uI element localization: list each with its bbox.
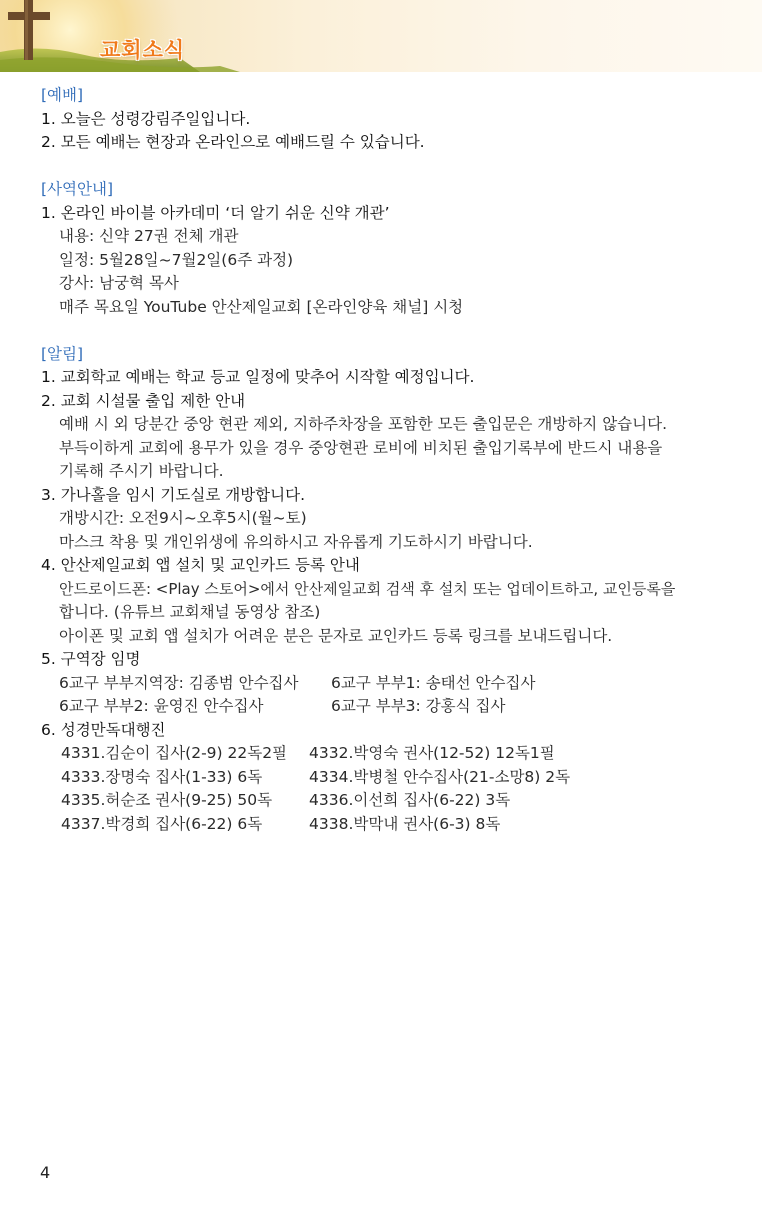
detail-line: 아이폰 및 교회 앱 설치가 어려운 분은 문자로 교인카드 등록 링크를 보내드립니다.: [59, 626, 613, 645]
reading-entry: 4338.박막내 권사(6-3) 8독: [309, 814, 501, 833]
reading-row: [41, 813, 741, 837]
appointment-entry: 6교구 부부2: 윤영진 안수집사: [59, 697, 264, 715]
reading-row: [41, 742, 741, 766]
reading-row: [41, 789, 741, 813]
reading-entry: 4337.박경희 집사(6-22) 6독: [61, 814, 263, 833]
detail-line: 매주 목요일 YouTube 안산제일교회 [온라인양육 채널] 시청: [59, 297, 464, 316]
list-item: 4. 안산제일교회 앱 설치 및 교인카드 등록 안내: [41, 556, 360, 574]
detail-line: 내용: 신약 27권 전체 개관: [59, 227, 239, 245]
reading-entry: 4333.장명숙 집사(1-33) 6독: [61, 767, 263, 786]
detail-line: 기록해 주시기 바랍니다.: [59, 462, 224, 480]
list-item: 1. 온라인 바이블 아카데미 ‘더 알기 쉬운 신약 개관’: [41, 203, 390, 222]
reading-row: [41, 766, 741, 790]
appointment-row: [41, 672, 741, 696]
detail-line: 부득이하게 교회에 용무가 있을 경우 중앙현관 로비에 비치된 출입기록부에 반드시 내용을: [59, 438, 663, 457]
detail-line: 일정: 5월28일~7월2일(6주 과정): [59, 250, 294, 269]
detail-line: 개방시간: 오전9시~오후5시(월~토): [59, 509, 307, 527]
reading-entry: 4335.허순조 권사(9-25) 50독: [61, 791, 273, 809]
appointment-entry: 6교구 부부지역장: 김종범 안수집사: [59, 673, 299, 692]
appointment-entry: 6교구 부부1: 송태선 안수집사: [331, 673, 536, 692]
reading-entry: 4336.이선희 집사(6-22) 3독: [309, 791, 511, 809]
reading-entry: 4331.김순이 집사(2-9) 22독2필: [61, 744, 288, 762]
section-heading-ministry: [사역안내]: [41, 180, 113, 198]
detail-line: 마스크 착용 및 개인위생에 유의하시고 자유롭게 기도하시기 바랍니다.: [59, 532, 533, 551]
appointment-entry: 6교구 부부3: 강홍식 집사: [331, 697, 506, 715]
list-item: 1. 교회학교 예배는 학교 등교 일정에 맞추어 시작할 예정입니다.: [41, 368, 475, 386]
reading-entry: 4334.박병철 안수집사(21-소망8) 2독: [309, 767, 571, 786]
detail-line: 합니다. (유튜브 교회채널 동영상 참조): [59, 603, 321, 621]
list-item: 2. 모든 예배는 현장과 온라인으로 예배드릴 수 있습니다.: [41, 133, 425, 151]
list-item: 3. 가나홀을 임시 기도실로 개방합니다.: [41, 485, 306, 504]
header-banner: [0, 0, 762, 72]
news-content: [41, 84, 741, 836]
list-item: 1. 오늘은 성령강림주일입니다.: [41, 109, 251, 128]
section-heading-notices: [알림]: [41, 344, 84, 363]
list-item: 6. 성경만독대행진: [41, 720, 166, 739]
section-heading-worship: [예배]: [41, 86, 84, 104]
appointment-row: [41, 695, 741, 719]
list-item: 2. 교회 시설물 출입 제한 안내: [41, 391, 246, 410]
detail-line: 안드로이드폰: <Play 스토어>에서 안산제일교회 검색 후 설치 또는 업데이트하고, 교인등록을: [59, 579, 676, 598]
list-item: 5. 구역장 임명: [41, 650, 141, 668]
page-title: 교회소식: [100, 38, 186, 62]
detail-line: 강사: 남궁혁 목사: [59, 274, 179, 292]
page-number: 4: [40, 1163, 51, 1182]
reading-entry: 4332.박영숙 권사(12-52) 12독1필: [309, 744, 555, 762]
detail-line: 예배 시 외 당분간 중앙 현관 제외, 지하주차장을 포함한 모든 출입문은 개방하지 않습니다.: [59, 415, 668, 433]
